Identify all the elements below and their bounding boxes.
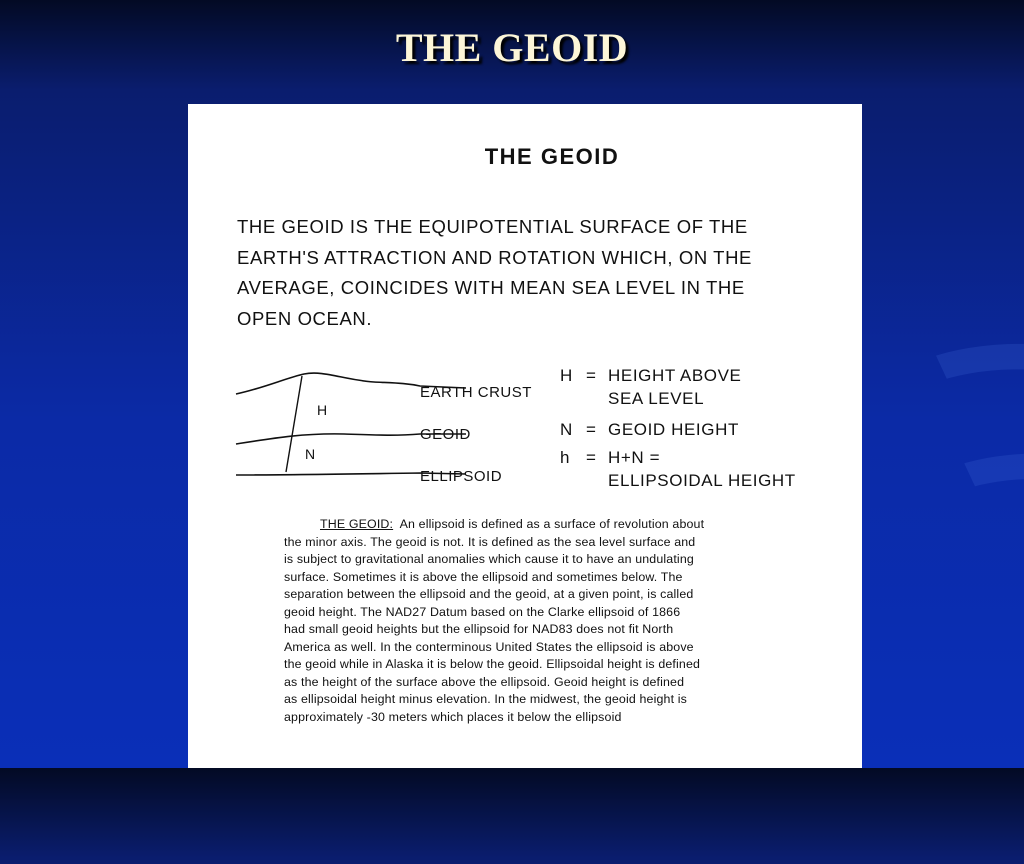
definition-line: EARTH'S ATTRACTION AND ROTATION WHICH, ON THE (237, 246, 752, 268)
document-title: THE GEOID (484, 144, 620, 169)
legend-text-continued: SEA LEVEL (608, 389, 705, 408)
caption-line: separation between the ellipsoid and the geoid, at a given point, is called (284, 587, 694, 602)
geoid-definition (237, 212, 837, 334)
definition-line: OPEN OCEAN. (237, 307, 373, 329)
caption-heading: THE GEOID: (320, 517, 394, 531)
legend-symbol: N (560, 420, 573, 439)
legend-text-continued: ELLIPSOIDAL HEIGHT (608, 471, 796, 490)
caption-line: as ellipsoidal height minus elevation. In the midwest, the geoid height is (284, 692, 688, 707)
caption-line: America as well. In the conterminous United States the ellipsoid is above (284, 639, 694, 654)
legend-text: GEOID HEIGHT (608, 420, 739, 439)
caption-line: approximately -30 meters which places it below the ellipsoid (284, 710, 622, 725)
geoid-label: GEOID (420, 426, 471, 443)
legend-equals: = (586, 448, 597, 467)
earth-crust-label: EARTH CRUST (420, 384, 532, 401)
geoid-explanation (284, 516, 789, 727)
height-marker-line (286, 376, 302, 472)
h-marker: H (317, 402, 328, 418)
caption-line: the minor axis. The geoid is not. It is defined as the sea level surface and (284, 534, 696, 549)
legend-equals: = (586, 420, 597, 439)
legend-symbol: H (560, 366, 573, 385)
caption-line: had small geoid heights but the ellipsoid for NAD83 does not fit North (284, 622, 674, 637)
caption-line: the geoid while in Alaska it is below the geoid. Ellipsoidal height is defined (284, 657, 701, 672)
caption-line: surface. Sometimes it is above the ellipsoid and sometimes below. The (284, 569, 683, 584)
legend-equals: = (586, 366, 597, 385)
definition-line: AVERAGE, COINCIDES WITH MEAN SEA LEVEL IN THE (237, 277, 745, 298)
legend-text: H+N = (608, 448, 661, 467)
n-marker: N (305, 446, 316, 462)
legend-symbol: h (560, 448, 571, 467)
slide-title: THE GEOID (395, 25, 629, 70)
scanned-document (188, 104, 862, 768)
ellipsoid-label: ELLIPSOID (420, 468, 503, 485)
caption-line: is subject to gravitational anomalies which cause it to have an undulating (284, 552, 694, 567)
definition-line: THE GEOID IS THE EQUIPOTENTIAL SURFACE OF THE (237, 216, 748, 237)
caption-line: geoid height. The NAD27 Datum based on the Clarke ellipsoid of 1866 (284, 604, 681, 619)
legend-text: HEIGHT ABOVE (608, 366, 742, 385)
caption-first-line-text: An ellipsoid is defined as a surface of revolution about (393, 517, 705, 531)
caption-line: as the height of the surface above the ellipsoid. Geoid height is defined (284, 674, 685, 689)
caption-first-line (284, 516, 789, 534)
